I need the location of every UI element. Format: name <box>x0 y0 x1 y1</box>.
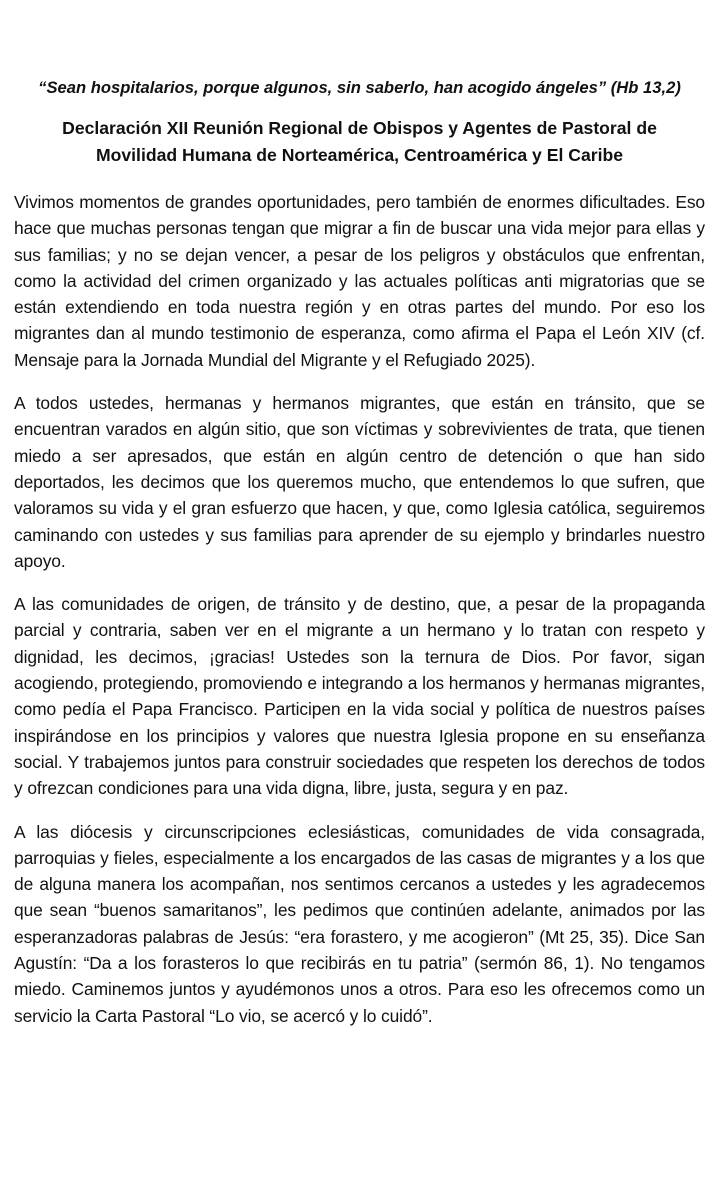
paragraph-2: A todos ustedes, hermanas y hermanos migrantes, que están en tránsito, que se encuentran varados en algún sitio, que son víctimas y sobrevivientes de trata, que tienen miedo a ser apresados, que están en algún centro de detención o que han sido deportados, les decimos que los queremos mucho, que entendemos lo que sufren, que valoramos su vida y el gran esfuerzo que hacen, y que, como Iglesia católica, seguiremos caminando con ustedes y sus familias para aprender de su ejemplo y brindarles nuestro apoyo. <box>14 393 705 571</box>
declaration-title-line-1: Declaración XII Reunión Regional de Obispos y Agentes de Pastoral de <box>62 118 657 138</box>
declaration-title <box>14 115 705 169</box>
paragraph-1: Vivimos momentos de grandes oportunidades, pero también de enormes dificultades. Eso hace que muchas personas tengan que migrar a fin de buscar una vida mejor para ellas y sus familias; y no se dejan vencer, a pesar de los peligros y obstáculos que enfrentan, como la actividad del crimen organizado y las actuales políticas anti migratorias que se están extendiendo en toda nuestra región y en otras partes del mundo. Por eso los migrantes dan al mundo testimonio de esperanza, como afirma el Papa el León XIV (cf. Mensaje para la Jornada Mundial del Migrante y el Refugiado 2025). <box>14 192 705 370</box>
epigraph-quote: “Sean hospitalarios, porque algunos, sin saberlo, han acogido ángeles” (Hb 13,2) <box>38 78 681 97</box>
paragraph-4: A las diócesis y circunscripciones eclesiásticas, comunidades de vida consagrada, parroquias y fieles, especialmente a los encargados de las casas de migrantes y a los que de alguna manera los acompañan, nos sentimos cercanos a ustedes y les agradecemos que sean “buenos samaritanos”, les pedimos que continúen adelante, animados por las esperanzadoras palabras de Jesús: “era forastero, y me acogieron” (Mt 25, 35). Dice San Agustín: “Da a los forasteros lo que recibirás en tu patria” (sermón 86, 1). No tengamos miedo. Caminemos juntos y ayudémonos unos a otros. Para eso les ofrecemos como un servicio la Carta Pastoral “Lo vio, se acercó y lo cuidó”. <box>14 821 705 1026</box>
declaration-title-line-2: Movilidad Humana de Norteamérica, Centroamérica y El Caribe <box>95 145 623 165</box>
paragraph-3: A las comunidades de origen, de tránsito y de destino, que, a pesar de la propaganda parcial y contraria, saben ver en el migrante a un hermano y lo tratan con respeto y dignidad, les decimos, ¡gracias! Ustedes son la ternura de Dios. Por favor, sigan acogiendo, protegiendo, promoviendo e integrando a los hermanos y hermanas migrantes, como pedía el Papa Francisco. Participen en la vida social y política de nuestros países inspirándose en los principios y valores que nuestra Iglesia propone en su enseñanza social. Y trabajemos juntos para construir sociedades que respeten los derechos de todos y ofrezcan condiciones para una vida digna, libre, justa, segura y en paz. <box>14 594 705 799</box>
